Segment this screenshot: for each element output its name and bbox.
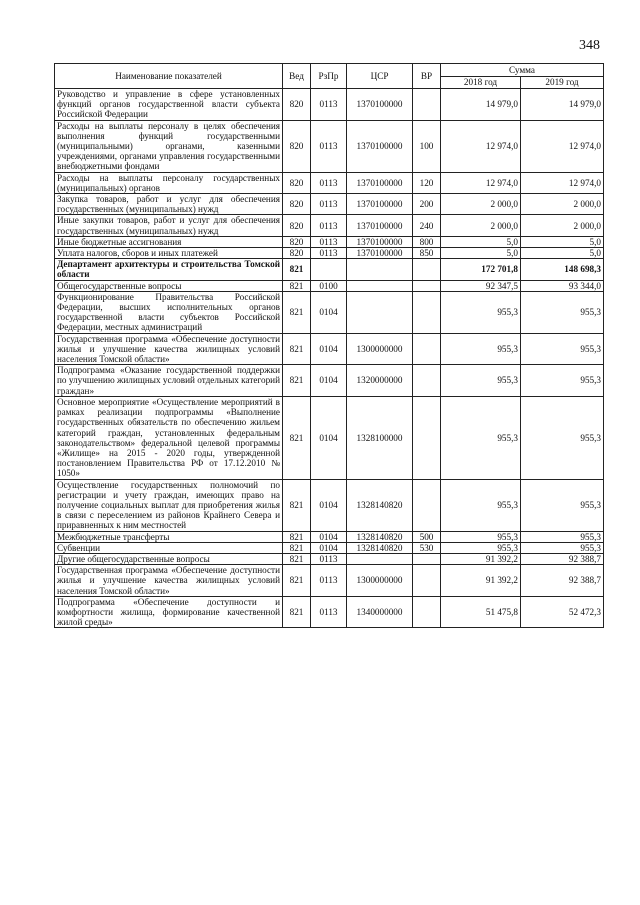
- table-row: [55, 248, 604, 259]
- table-row: [55, 120, 604, 172]
- row-sum-2019: 93 344,0: [521, 280, 604, 291]
- row-ved: 821: [283, 291, 311, 333]
- table-row: [55, 542, 604, 553]
- row-sum-2018: 5,0: [441, 236, 521, 247]
- table-row: [55, 531, 604, 542]
- row-sum-2018: 955,3: [441, 479, 521, 531]
- row-csr: 1320000000: [347, 365, 413, 397]
- table-row: [55, 280, 604, 291]
- column-header-vr: ВР: [413, 64, 441, 89]
- row-sum-2019: 92 388,7: [521, 553, 604, 564]
- row-rzpr: 0104: [311, 365, 347, 397]
- row-csr: 1370100000: [347, 89, 413, 121]
- row-vr: [413, 565, 441, 597]
- column-header-csr: ЦСР: [347, 64, 413, 89]
- row-sum-2018: 955,3: [441, 542, 521, 553]
- row-ved: 821: [283, 333, 311, 365]
- row-sum-2018: 955,3: [441, 333, 521, 365]
- row-ved: 821: [283, 565, 311, 597]
- row-csr: 1370100000: [347, 172, 413, 193]
- row-ved: 821: [283, 479, 311, 531]
- row-ved: 820: [283, 215, 311, 236]
- row-sum-2019: 148 698,3: [521, 259, 604, 280]
- row-ved: 820: [283, 236, 311, 247]
- row-ved: 820: [283, 248, 311, 259]
- row-sum-2018: 955,3: [441, 365, 521, 397]
- page-number: 348: [579, 38, 600, 53]
- row-rzpr: 0113: [311, 565, 347, 597]
- row-name: Уплата налогов, сборов и иных платежей: [55, 248, 283, 259]
- row-name: Субвенции: [55, 542, 283, 553]
- row-sum-2019: 12 974,0: [521, 172, 604, 193]
- row-ved: 821: [283, 396, 311, 479]
- row-sum-2019: 955,3: [521, 333, 604, 365]
- table-row: [55, 89, 604, 121]
- row-rzpr: 0113: [311, 236, 347, 247]
- table-row: [55, 172, 604, 193]
- row-csr: 1328100000: [347, 396, 413, 479]
- row-name: Осуществление государственных полномочий по регистрации и учету граждан, имеющих право на получение социальных выплат для приобретения жилья в связи с переселением из районов Крайнего Севера и приравненных к ним местностей: [55, 479, 283, 531]
- row-ved: 820: [283, 172, 311, 193]
- row-rzpr: 0113: [311, 194, 347, 215]
- row-csr: 1370100000: [347, 215, 413, 236]
- row-rzpr: 0104: [311, 479, 347, 531]
- table-row: [55, 333, 604, 365]
- row-ved: 820: [283, 89, 311, 121]
- row-vr: 120: [413, 172, 441, 193]
- row-sum-2019: 955,3: [521, 542, 604, 553]
- row-vr: 240: [413, 215, 441, 236]
- table-row: [55, 565, 604, 597]
- row-vr: [413, 259, 441, 280]
- row-rzpr: 0113: [311, 120, 347, 172]
- row-sum-2018: 955,3: [441, 291, 521, 333]
- row-sum-2018: 91 392,2: [441, 553, 521, 564]
- row-name: Государственная программа «Обеспечение доступности жилья и улучшение качества жилищных условий населения Томской области»: [55, 333, 283, 365]
- row-sum-2019: 92 388,7: [521, 565, 604, 597]
- row-name: Руководство и управление в сфере установленных функций органов государственной власти субъекта Российской Федерации: [55, 89, 283, 121]
- row-sum-2018: 51 475,8: [441, 596, 521, 628]
- row-ved: 821: [283, 531, 311, 542]
- row-vr: [413, 280, 441, 291]
- row-ved: 821: [283, 596, 311, 628]
- row-csr: 1370100000: [347, 248, 413, 259]
- row-name: Общегосударственные вопросы: [55, 280, 283, 291]
- row-ved: 820: [283, 120, 311, 172]
- column-header-2019: 2019 год: [521, 77, 604, 89]
- row-vr: [413, 291, 441, 333]
- table-row: [55, 365, 604, 397]
- row-rzpr: 0104: [311, 291, 347, 333]
- row-vr: 800: [413, 236, 441, 247]
- row-sum-2019: 2 000,0: [521, 194, 604, 215]
- table-row: [55, 236, 604, 247]
- column-header-2018: 2018 год: [441, 77, 521, 89]
- table-row: [55, 194, 604, 215]
- row-sum-2018: 92 347,5: [441, 280, 521, 291]
- row-sum-2018: 5,0: [441, 248, 521, 259]
- row-name: Другие общегосударственные вопросы: [55, 553, 283, 564]
- row-sum-2019: 955,3: [521, 291, 604, 333]
- row-ved: 821: [283, 365, 311, 397]
- row-vr: 200: [413, 194, 441, 215]
- row-csr: 1370100000: [347, 120, 413, 172]
- row-sum-2018: 2 000,0: [441, 194, 521, 215]
- row-sum-2019: 2 000,0: [521, 215, 604, 236]
- row-csr: [347, 553, 413, 564]
- row-ved: 820: [283, 194, 311, 215]
- row-name: Иные бюджетные ассигнования: [55, 236, 283, 247]
- row-sum-2018: 172 701,8: [441, 259, 521, 280]
- row-csr: [347, 259, 413, 280]
- row-sum-2019: 5,0: [521, 236, 604, 247]
- budget-table: [54, 63, 604, 628]
- table-row: [55, 396, 604, 479]
- row-name: Закупка товаров, работ и услуг для обеспечения государственных (муниципальных) нужд: [55, 194, 283, 215]
- row-vr: 850: [413, 248, 441, 259]
- table-row: [55, 553, 604, 564]
- row-rzpr: 0113: [311, 248, 347, 259]
- row-name: Функционирование Правительства Российской Федерации, высших исполнительных органов государственной власти субъектов Российской Федерации, местных администраций: [55, 291, 283, 333]
- row-sum-2019: 955,3: [521, 365, 604, 397]
- row-sum-2019: 14 979,0: [521, 89, 604, 121]
- row-sum-2018: 955,3: [441, 531, 521, 542]
- column-header-name: Наименование показателей: [55, 64, 283, 89]
- row-rzpr: 0113: [311, 172, 347, 193]
- row-vr: [413, 333, 441, 365]
- row-csr: [347, 280, 413, 291]
- row-name: Основное мероприятие «Осуществление мероприятий в рамках реализации подпрограммы «Выполнение государственных обязательств по обеспечению жильем категорий граждан, установленных федеральным законодательством» федеральной целевой программы «Жилище» на 2015 - 2020 годы, утвержденной постановлением Правительства РФ от 17.12.2010 № 1050»: [55, 396, 283, 479]
- row-rzpr: 0104: [311, 542, 347, 553]
- row-name: Расходы на выплаты персоналу государственных (муниципальных) органов: [55, 172, 283, 193]
- row-rzpr: 0113: [311, 553, 347, 564]
- row-sum-2019: 5,0: [521, 248, 604, 259]
- row-rzpr: 0113: [311, 215, 347, 236]
- row-csr: 1340000000: [347, 596, 413, 628]
- row-csr: [347, 291, 413, 333]
- row-vr: 530: [413, 542, 441, 553]
- row-rzpr: 0113: [311, 89, 347, 121]
- row-sum-2018: 91 392,2: [441, 565, 521, 597]
- table-row: [55, 596, 604, 628]
- row-rzpr: 0104: [311, 531, 347, 542]
- row-name: Расходы на выплаты персоналу в целях обеспечения выполнения функций государственными (муниципальными) органами, казенными учреждениями, органами управления государственными внебюджетными фондами: [55, 120, 283, 172]
- row-sum-2018: 12 974,0: [441, 172, 521, 193]
- row-sum-2019: 955,3: [521, 531, 604, 542]
- table-row: [55, 291, 604, 333]
- table-row: [55, 479, 604, 531]
- row-csr: 1328140820: [347, 542, 413, 553]
- row-sum-2019: 52 472,3: [521, 596, 604, 628]
- row-vr: 500: [413, 531, 441, 542]
- row-name: Подпрограмма «Оказание государственной поддержки по улучшению жилищных условий отдельных категорий граждан»: [55, 365, 283, 397]
- row-name: Иные закупки товаров, работ и услуг для обеспечения государственных (муниципальных) нужд: [55, 215, 283, 236]
- column-header-sum: Сумма: [441, 64, 604, 77]
- column-header-ved: Вед: [283, 64, 311, 89]
- row-ved: 821: [283, 280, 311, 291]
- column-header-rzpr: РзПр: [311, 64, 347, 89]
- row-vr: [413, 479, 441, 531]
- row-rzpr: 0104: [311, 396, 347, 479]
- row-sum-2019: 955,3: [521, 479, 604, 531]
- row-rzpr: [311, 259, 347, 280]
- row-sum-2018: 14 979,0: [441, 89, 521, 121]
- row-vr: [413, 396, 441, 479]
- row-sum-2019: 12 974,0: [521, 120, 604, 172]
- row-sum-2018: 12 974,0: [441, 120, 521, 172]
- row-vr: [413, 365, 441, 397]
- row-csr: 1370100000: [347, 236, 413, 247]
- row-csr: 1300000000: [347, 565, 413, 597]
- table-row: [55, 215, 604, 236]
- row-vr: [413, 596, 441, 628]
- row-vr: [413, 89, 441, 121]
- table-row: [55, 259, 604, 280]
- row-csr: 1300000000: [347, 333, 413, 365]
- row-sum-2018: 955,3: [441, 396, 521, 479]
- row-name: Подпрограмма «Обеспечение доступности и комфортности жилища, формирование качественной жилой среды»: [55, 596, 283, 628]
- row-rzpr: 0100: [311, 280, 347, 291]
- row-sum-2018: 2 000,0: [441, 215, 521, 236]
- row-name: Межбюджетные трансферты: [55, 531, 283, 542]
- row-csr: 1328140820: [347, 531, 413, 542]
- row-name: Департамент архитектуры и строительства Томской области: [55, 259, 283, 280]
- row-vr: 100: [413, 120, 441, 172]
- row-name: Государственная программа «Обеспечение доступности жилья и улучшение качества жилищных условий населения Томской области»: [55, 565, 283, 597]
- row-ved: 821: [283, 542, 311, 553]
- row-csr: 1370100000: [347, 194, 413, 215]
- row-csr: 1328140820: [347, 479, 413, 531]
- row-ved: 821: [283, 259, 311, 280]
- row-vr: [413, 553, 441, 564]
- row-sum-2019: 955,3: [521, 396, 604, 479]
- row-rzpr: 0104: [311, 333, 347, 365]
- row-rzpr: 0113: [311, 596, 347, 628]
- table-body: [55, 89, 604, 628]
- row-ved: 821: [283, 553, 311, 564]
